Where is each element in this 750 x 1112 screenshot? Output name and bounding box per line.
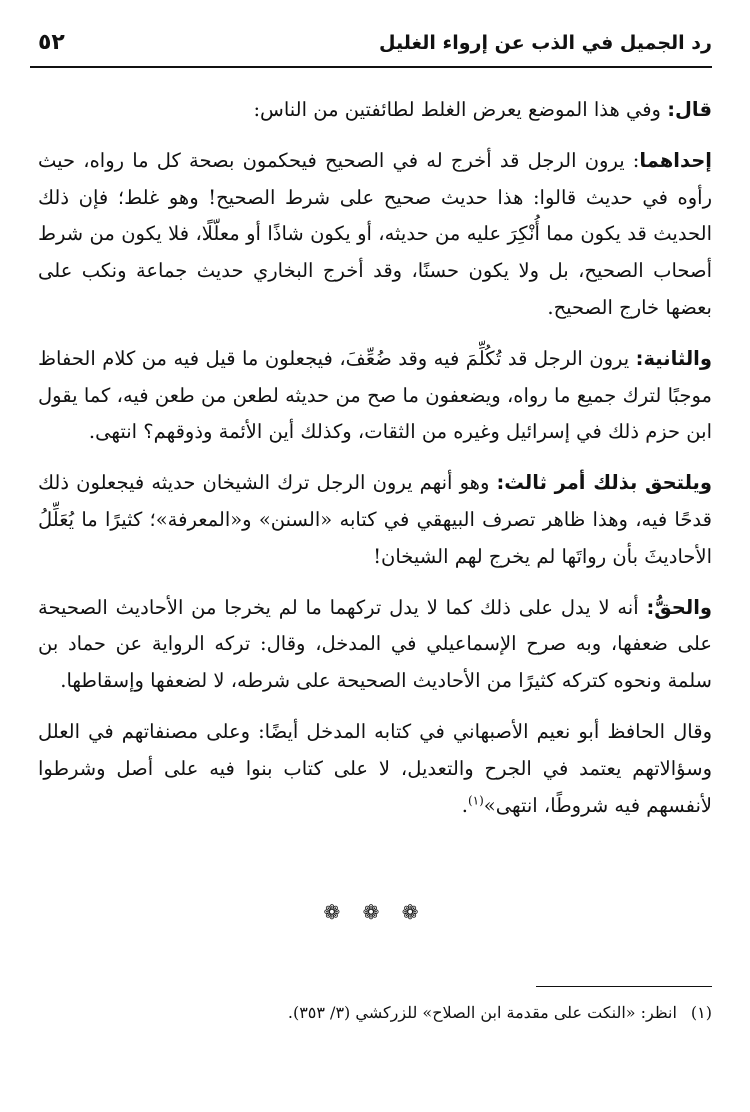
paragraph-second-group (38, 341, 712, 451)
running-header (30, 28, 712, 68)
page-number: ٥٢ (38, 30, 65, 55)
header-rule (30, 66, 712, 68)
paragraph-truth (38, 590, 712, 700)
paragraph-abu-nuaym (38, 714, 712, 824)
footnote-reference[interactable]: (١) (467, 793, 484, 808)
paragraph-first-group (38, 143, 712, 327)
paragraph-lead: والحقُّ: (646, 595, 712, 619)
paragraph-text: : يرون الرجل قد أخرج له في الصحيح فيحكمون بصحة كل ما رواه، حيث رأوه في حديث قالوا: هذا حديث صحيح على شرط الصحيح! وهو غلط؛ فإن ذلك الحديث قد يكون مما أُنْكِرَ عليه من حديثه، أو يكون شاذًا أو معلّلًا، فلا يكون من شرط أصحاب الصحيح، بل ولا يكون حسنًا، وقد أخرج البخاري حديث جماعة ونكب على بعضها خارج الصحيح. (38, 148, 712, 319)
section-separator: ❁ ❁ ❁ (323, 900, 427, 924)
paragraph-tail: . (461, 793, 468, 817)
paragraph-lead: إحداهما (639, 148, 712, 172)
book-title: رد الجميل في الذب عن إرواء الغليل (379, 32, 712, 54)
paragraph-lead: ويلتحق بذلك أمر ثالث: (496, 471, 712, 495)
paragraph-text: أنه لا يدل على ذلك كما لا يدل تركهما ما لم يخرجا من الأحاديث الصحيحة على ضعفها، وبه صرح الإسماعيلي في المدخل، وقال: تركه الرواية عن حماد بن سلمة ونحوه كتركه كثيرًا من الأحاديث الصحيحة على شرطه، لا لضعفها وإسقاطها. (38, 595, 712, 693)
paragraph-qala (38, 92, 712, 129)
footnote-number: (١) (690, 1003, 712, 1022)
footnote (38, 1000, 712, 1026)
paragraph-lead: والثانية: (635, 346, 712, 370)
paragraph-text: وفي هذا الموضع يعرض الغلط لطائفتين من الناس: (253, 98, 668, 121)
footnote-text: انظر: «النكت على مقدمة ابن الصلاح» للزركشي (٣/ ٣٥٣). (287, 1003, 677, 1022)
paragraph-third-matter (38, 465, 712, 575)
paragraph-lead: قال: (667, 98, 712, 121)
main-text (38, 92, 712, 838)
paragraph-text: وهو أنهم يرون الرجل ترك الشيخان حديثه فيجعلون ذلك قدحًا فيه، وهذا ظاهر تصرف البيهقي في كتابه «السنن» و«المعرفة»؛ كثيرًا ما يُعَلِّلُ الأحاديثَ بأن رواتَها لم يخرج لهم الشيخان! (38, 471, 712, 568)
paragraph-text: يرون الرجل قد تُكُلِّمَ فيه وقد ضُعِّفَ، فيجعلون ما قيل فيه من كلام الحفاظ موجبًا لترك جميع ما رواه، ويضعفون ما صح من حديثه لطعن من طعن فيه، كما يقول ابن حزم ذلك في إسرائيل وغيره من الثقات، وكذلك أين الأئمة وذوقهم؟ انتهى. (38, 346, 712, 444)
paragraph-text: وقال الحافظ أبو نعيم الأصبهاني في كتابه المدخل أيضًا: وعلى مصنفاتهم في العلل وسؤالاتهم يعتمد في الجرح والتعديل، لا على كتاب بنوا فيه على أصل وشرطوا لأنفسهم فيه شروطًا، انتهى» (38, 719, 712, 817)
footnote-rule (536, 986, 712, 987)
